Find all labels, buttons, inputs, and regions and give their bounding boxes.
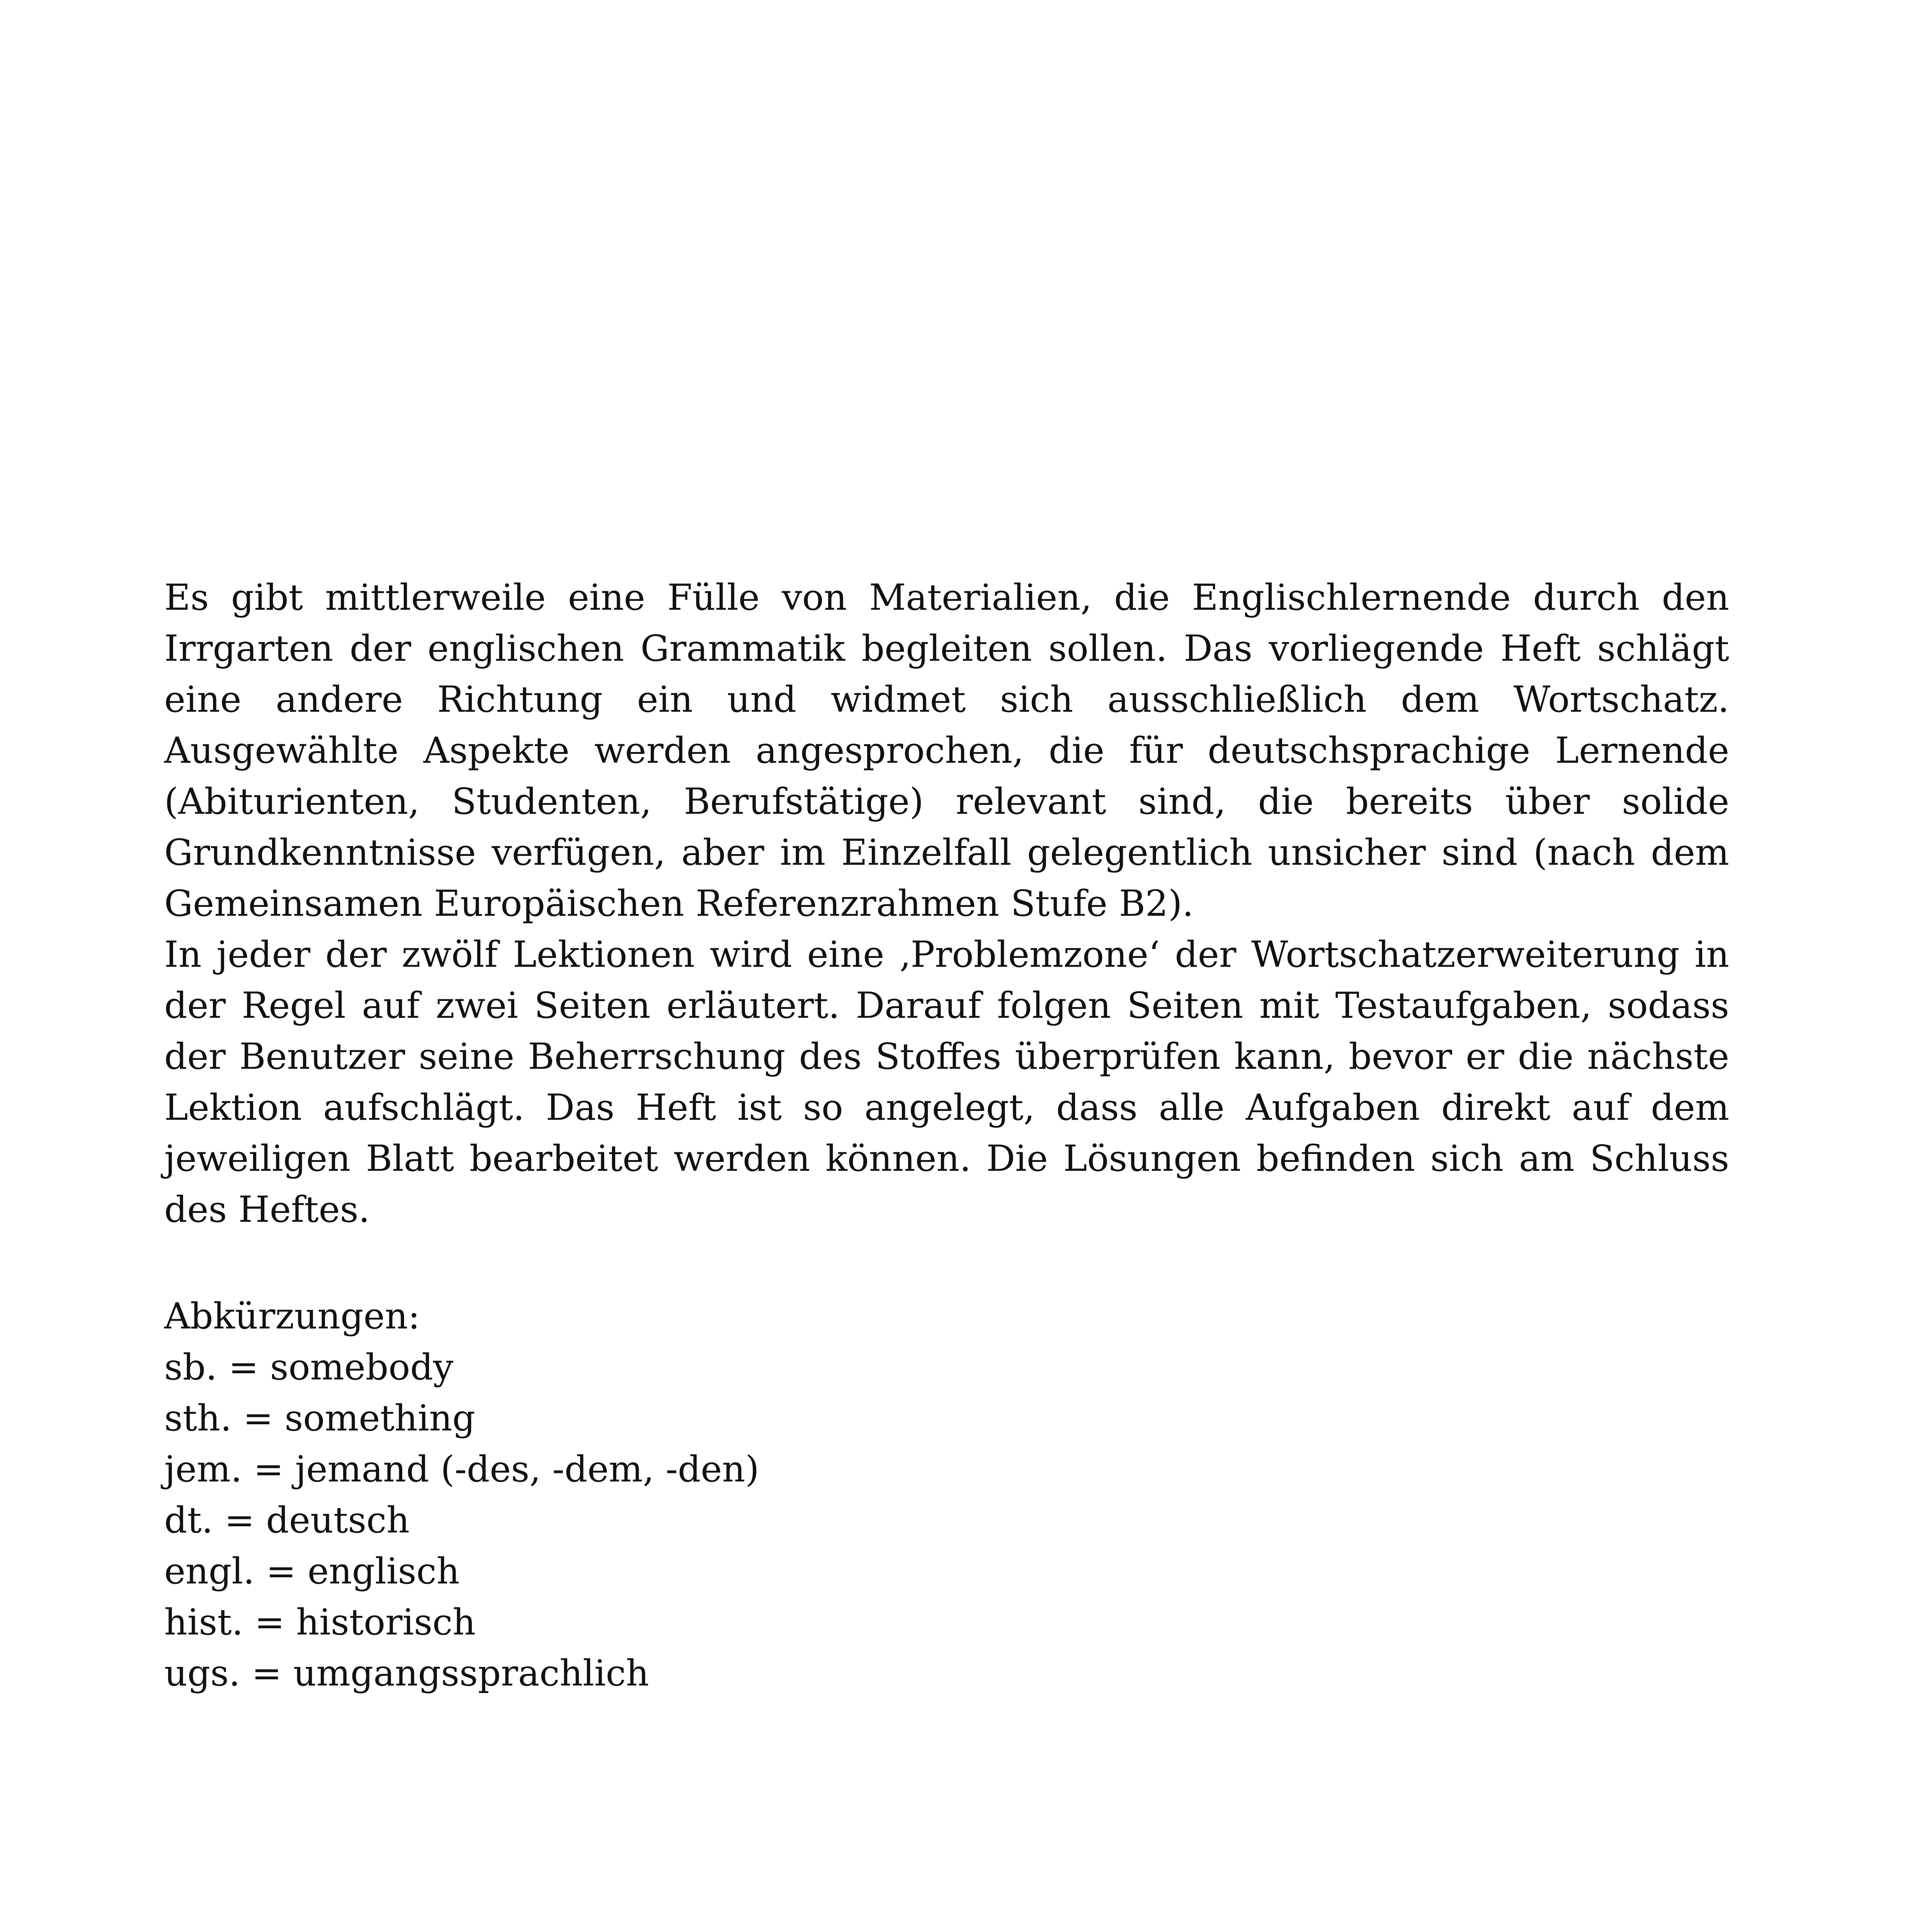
- abbreviation-item: sb. = somebody: [164, 1346, 454, 1388]
- abbreviation-item: hist. = historisch: [164, 1601, 476, 1643]
- abbreviation-item: sth. = something: [164, 1397, 475, 1439]
- abbreviation-item: ugs. = umgangssprachlich: [164, 1652, 649, 1694]
- intro-paragraph-1: Es gibt mittlerweile eine Fülle von Materialien, die Englischlernende durch den Irrgarten der englischen Grammatik begleiten sollen. Das vorliegende Heft schlägt eine andere Richtung ein und widmet sich ausschließlich dem Wortschatz. Ausgewählte Aspekte werden angesprochen, die für deutschsprachige Lernende (Abiturienten, Studenten, Berufstätige) relevant sind, die bereits über solide Grundkenntnisse verfügen, aber im Einzelfall gelegentlich unsicher sind (nach dem Gemeinsamen Europäischen Referenzrahmen Stufe B2).: [164, 577, 1729, 924]
- abbreviations-list: [164, 1291, 1729, 1699]
- intro-paragraph-2: In jeder der zwölf Lektionen wird eine ‚Problemzone‘ der Wortschatzerweiterung in der Regel auf zwei Seiten erläutert. Darauf folgen Seiten mit Testaufgaben, sodass der Benutzer seine Beherrschung des Stoffes überprüfen kann, bevor er die nächste Lektion aufschlägt. Das Heft ist so angelegt, dass alle Aufgaben direkt auf dem jeweiligen Blatt bearbeitet werden können. Die Lösungen befinden sich am Schluss des Heftes.: [164, 934, 1729, 1230]
- abbreviation-item: engl. = englisch: [164, 1550, 460, 1592]
- intro-text: [164, 572, 1729, 1235]
- abbreviations-heading: Abkürzungen:: [164, 1295, 420, 1337]
- abbreviation-item: jem. = jemand (-des, -dem, -den): [164, 1448, 759, 1490]
- abbreviation-item: dt. = deutsch: [164, 1499, 410, 1541]
